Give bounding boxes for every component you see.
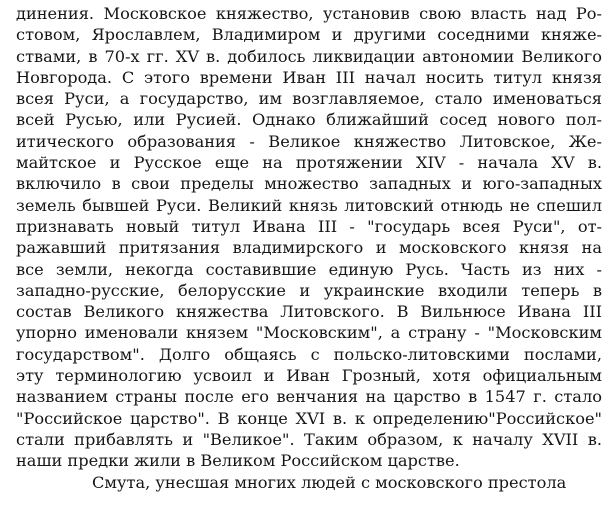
text-line: "Российское царство". В конце XVI в. к определению"Российское" — [16, 408, 602, 428]
text-line: названием страны после его венчания на царство в 1547 г. стало — [16, 387, 602, 407]
body-text — [16, 3, 602, 493]
text-line: земель бывшей Руси. Великий князь литовский отнюдь не спешил — [16, 195, 602, 215]
text-line: майтское и Русское еще на протяжении XIV - начала XV в. — [16, 153, 602, 173]
text-line: итического образования - Великое княжество Литовское, Же- — [16, 131, 602, 151]
text-line: включило в свои пределы множество западных и юго-западных — [16, 174, 602, 194]
text-line: государством". Долго общаясь с польско-литовскими послами, — [16, 344, 602, 364]
text-line: ражавший притязания владимирского и московского князя на — [16, 238, 602, 258]
next-paragraph-first-line: Смута, унесшая многих людей с московского престола — [92, 472, 567, 492]
text-line: эту терминологию усвоил и Иван Грозный, хотя официальным — [16, 366, 602, 386]
text-line: Новгорода. С этого времени Иван III начал носить титул князя — [16, 67, 602, 87]
text-line: стали прибавлять и "Великое". Таким образом, к началу XVII в. — [16, 429, 602, 449]
text-line: признавать новый титул Ивана III - "государь всея Руси", от- — [16, 216, 602, 236]
text-line: все земли, некогда составившие единую Русь. Часть из них - — [16, 259, 602, 279]
paragraph-last-line: наши предки жили в Великом Российском царстве. — [16, 451, 460, 471]
text-line: динения. Московское княжество, установив свою власть над Ро- — [16, 4, 602, 23]
text-line: всей Русью, или Русией. Однако ближайший сосед нового пол- — [16, 110, 602, 130]
text-line: ствами, в 70-х гг. XV в. добилось ликвидации автономии Великого — [16, 46, 602, 66]
text-line: всея Руси, а государство, им возглавляемое, стало именоваться — [16, 89, 602, 109]
text-line: упорно именовали князем "Московским", а страну - "Московским — [16, 323, 602, 343]
text-line: стовом, Ярославлем, Владимиром и другими соседними княже- — [16, 25, 602, 45]
text-line: западно-русские, белорусские и украинские входили теперь в — [16, 280, 602, 300]
text-line: состав Великого княжества Литовского. В Вильнюсе Ивана III — [16, 302, 602, 322]
